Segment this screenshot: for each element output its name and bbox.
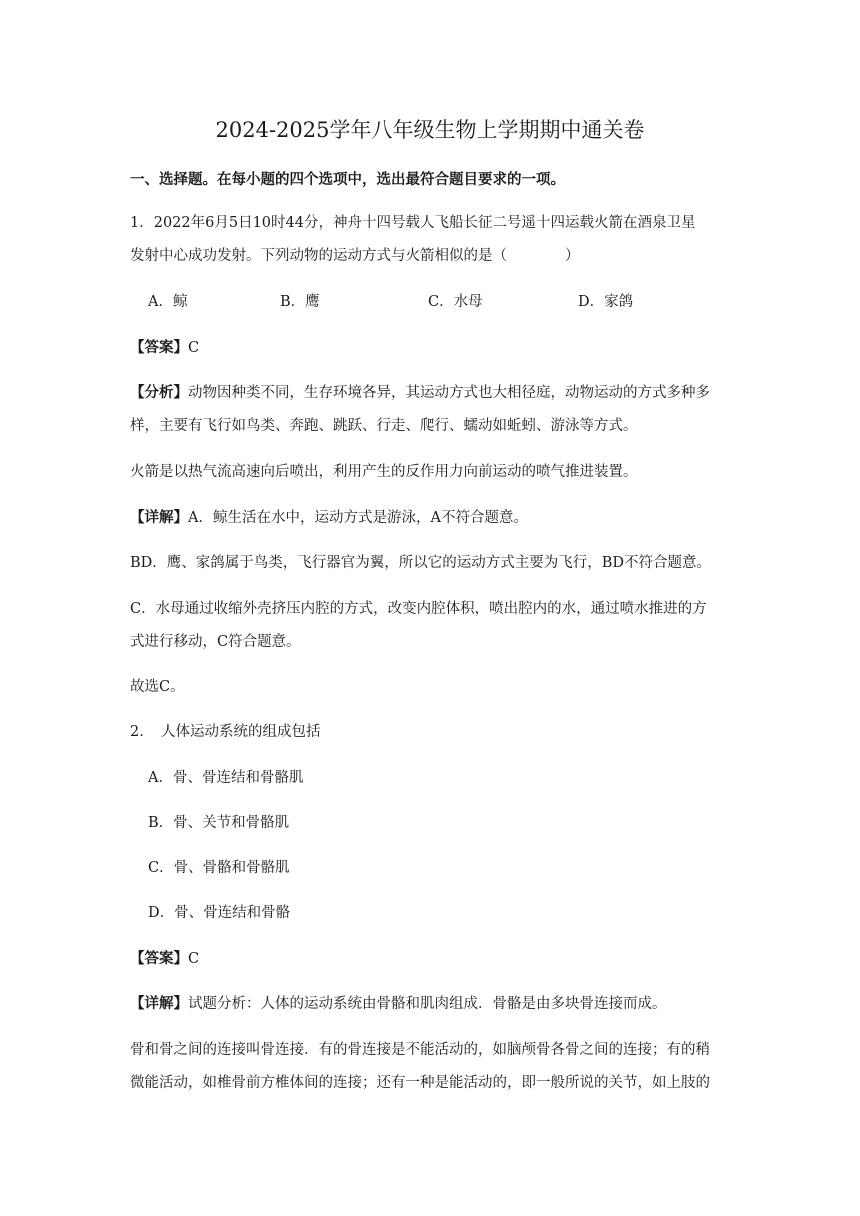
q1-option-a: A．鲸: [148, 294, 188, 310]
q1-answer-value: C: [188, 340, 200, 356]
q1-stem-line2: 发射中心成功发射。下列动物的运动方式与火箭相似的是（ ）: [130, 248, 580, 264]
q1-detail-tag: 【详解】: [130, 509, 188, 526]
q1-detail-line1: [130, 508, 528, 528]
q1-answer: [130, 338, 199, 358]
q2-detail-line2: 骨和骨之间的连接叫骨连接．有的骨连接是不能活动的，如脑颅骨各骨之间的连接；有的稍: [130, 1042, 710, 1058]
q1-stem-line1: 1．2022年6月5日10时44分，神舟十四号载人飞船长征二号遥十四运载火箭在酒泉卫星: [130, 215, 696, 231]
q1-conclusion: 故选C。: [130, 679, 185, 695]
q1-analysis-line3: 火箭是以热气流高速向后喷出，利用产生的反作用力向前运动的喷气推进装置。: [130, 464, 638, 480]
q1-analysis-text1: 动物因种类不同，生存环境各异，其运动方式也大相径庭，动物运动的方式多种多: [188, 385, 710, 401]
q1-detail-line2: BD．鹰、家鸽属于鸟类，飞行器官为翼，所以它的运动方式主要为飞行，BD不符合题意。: [130, 555, 712, 571]
q1-answer-tag: 【答案】: [130, 339, 188, 356]
q1-option-d: D．家鸽: [578, 294, 634, 310]
q2-option-b: B．骨、关节和骨骼肌: [148, 815, 290, 831]
q2-option-c: C．骨、骨骼和骨骼肌: [148, 860, 290, 876]
section-heading: 一、选择题。在每小题的四个选项中，选出最符合题目要求的一项。: [130, 171, 565, 188]
q1-detail-line3: C．水母通过收缩外壳挤压内腔的方式，改变内腔体积，喷出腔内的水，通过喷水推进的方: [130, 601, 707, 617]
q2-detail-tag: 【详解】: [130, 995, 188, 1012]
q2-answer: [130, 949, 199, 969]
q1-analysis-tag: 【分析】: [130, 384, 188, 401]
q1-option-b: B．鹰: [280, 294, 320, 310]
q2-stem: 2． 人体运动系统的组成包括: [130, 724, 321, 740]
q1-analysis-line2: 样，主要有飞行如鸟类、奔跑、跳跃、行走、爬行、蠕动如蚯蚓、游泳等方式。: [130, 418, 638, 434]
q2-detail-text1: 试题分析：人体的运动系统由骨骼和肌肉组成．骨骼是由多块骨连接而成。: [188, 996, 667, 1012]
q1-detail-line4: 式进行移动，C符合题意。: [130, 634, 301, 650]
q2-detail-line3: 微能活动，如椎骨前方椎体间的连接；还有一种是能活动的，即一般所说的关节，如上肢的: [130, 1075, 710, 1091]
q1-analysis-line1: [130, 383, 710, 403]
q2-option-d: D．骨、骨连结和骨骼: [148, 905, 291, 921]
document-title: 2024-2025学年八年级生物上学期期中通关卷: [215, 118, 645, 142]
q2-answer-tag: 【答案】: [130, 950, 188, 967]
q2-option-a: A．骨、骨连结和骨骼肌: [148, 770, 304, 786]
q2-detail-line1: [130, 994, 667, 1014]
q1-detail-text1: A．鲸生活在水中，运动方式是游泳，A不符合题意。: [188, 510, 528, 526]
q1-option-c: C．水母: [428, 294, 483, 310]
q2-answer-value: C: [188, 951, 200, 967]
